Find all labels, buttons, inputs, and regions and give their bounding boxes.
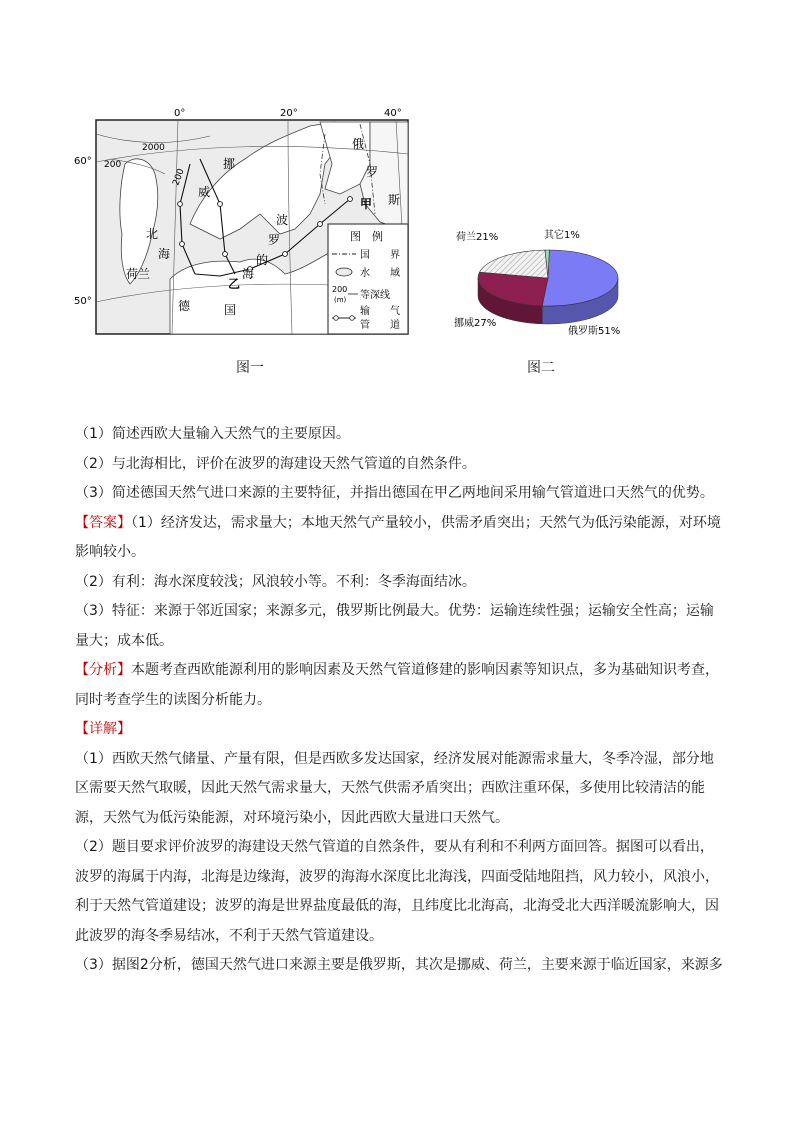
lon-label-40: 40°: [384, 108, 402, 119]
place-label: 国: [224, 303, 237, 317]
depth-label: 200: [104, 160, 122, 170]
pie-chart: [440, 220, 640, 340]
place-label: 德: [178, 299, 191, 313]
place-label: 的: [256, 253, 269, 267]
detail-tag: 【详解】: [75, 721, 131, 737]
place-label: 罗: [268, 233, 281, 247]
figure2-caption: 图二: [527, 360, 555, 376]
place-label: 俄: [352, 137, 365, 151]
pie-label-netherlands: 荷兰21%: [456, 232, 499, 243]
question-body: [75, 420, 725, 981]
question-1: （1）简述西欧大量输入天然气的主要原因。: [75, 426, 350, 442]
detail-heading: [75, 715, 725, 745]
question-3: （3）简述德国天然气进口来源的主要特征，并指出德国在甲乙两地间采用输气管道进口天然气的优势。: [75, 485, 714, 501]
place-label: 波: [276, 213, 289, 227]
depth-label: 2000: [142, 143, 165, 153]
answer-1-text: （1）经济发达，需求量大；本地天然气产量较小，供需矛盾突出；天然气为低污染能源，对环境影响较小。: [75, 514, 721, 560]
place-label: 海: [242, 267, 255, 281]
legend-title: 图 例: [350, 230, 383, 243]
place-label: 海: [158, 247, 171, 261]
place-label: 挪: [223, 157, 236, 171]
lat-label-50: 50°: [74, 296, 92, 307]
answer-1: [75, 509, 725, 568]
answer-tag: 【答案】: [75, 514, 131, 531]
lon-label-20: 20°: [280, 108, 298, 119]
place-label: 荷兰: [126, 267, 151, 281]
legend-label-contour: 等深线: [360, 290, 390, 301]
analysis-text: 本题考查西欧能源利用的影响因素及天然气管道修建的影响因素等知识点，多为基础知识考查，同时考查学生的读图分析能力。: [75, 662, 719, 708]
map-figure: [70, 104, 415, 344]
answer-2: （2）有利：海水深度较浅；风浪较小等。不利：冬季海面结冰。: [75, 573, 476, 590]
legend-label-border: 国 界: [360, 250, 400, 261]
analysis: [75, 656, 725, 715]
place-label: 乙: [228, 277, 241, 291]
legend-label-pipeline: 输 气: [360, 306, 400, 317]
place-label: 甲: [360, 197, 373, 211]
place-label: 北: [146, 227, 159, 241]
detail-2: （2）题目要求评价波罗的海建设天然气管道的自然条件，要从有利和不利两方面回答。据图可以看出，波罗的海属于内海，北海是边缘海，波罗的海海水深度比北海浅，四面受陆地阻挡，风力较小，风浪小，利于天然气管道建设；波罗的海是世界盐度最低的海，且纬度比北海高，北海受北大西洋暖流影响大，因此波罗的海冬季易结冰，不利于天然气管道建设。: [75, 839, 719, 944]
legend-contour-unit: (m): [334, 296, 347, 304]
legend-label-pipeline-2: 管 道: [360, 320, 400, 331]
place-label: 威: [198, 185, 211, 199]
detail-3: （3）据图2分析，德国天然气进口来源主要是俄罗斯，其次是挪威、荷兰，主要来源于临近国家，来源多: [75, 957, 723, 973]
figure1-caption: 图一: [236, 360, 264, 376]
legend-contour-value: 200: [332, 285, 348, 294]
analysis-tag: 【分析】: [75, 662, 131, 678]
answer-3: （3）特征：来源于邻近国家；来源多元，俄罗斯比例最大。优势：运输连续性强；运输安全性高；运输量大；成本低。: [75, 603, 714, 649]
lon-label-0: 0°: [174, 108, 186, 119]
pie-label-norway: 挪威27%: [454, 318, 497, 329]
place-label: 罗: [366, 165, 379, 179]
question-2: （2）与北海相比，评价在波罗的海建设天然气管道的自然条件。: [75, 455, 476, 472]
map-legend: [328, 224, 408, 334]
place-label: 斯: [388, 193, 401, 207]
lat-label-60: 60°: [74, 156, 92, 167]
detail-1: （1）西欧天然气储量、产量有限，但是西欧多发达国家，经济发展对能源需求量大，冬季冷湿，部分地区需要天然气取暖，因此天然气需求量大，天然气供需矛盾突出；西欧注重环保，多使用比较清洁的能源，天然气为低污染能源，对环境污染小，因此西欧大量进口天然气。: [75, 750, 714, 826]
legend-label-water: 水 域: [360, 268, 400, 279]
pie-label-russia: 俄罗斯51%: [568, 326, 621, 337]
pie-label-other: 其它1%: [544, 230, 580, 241]
depth-label: 200: [171, 167, 187, 188]
